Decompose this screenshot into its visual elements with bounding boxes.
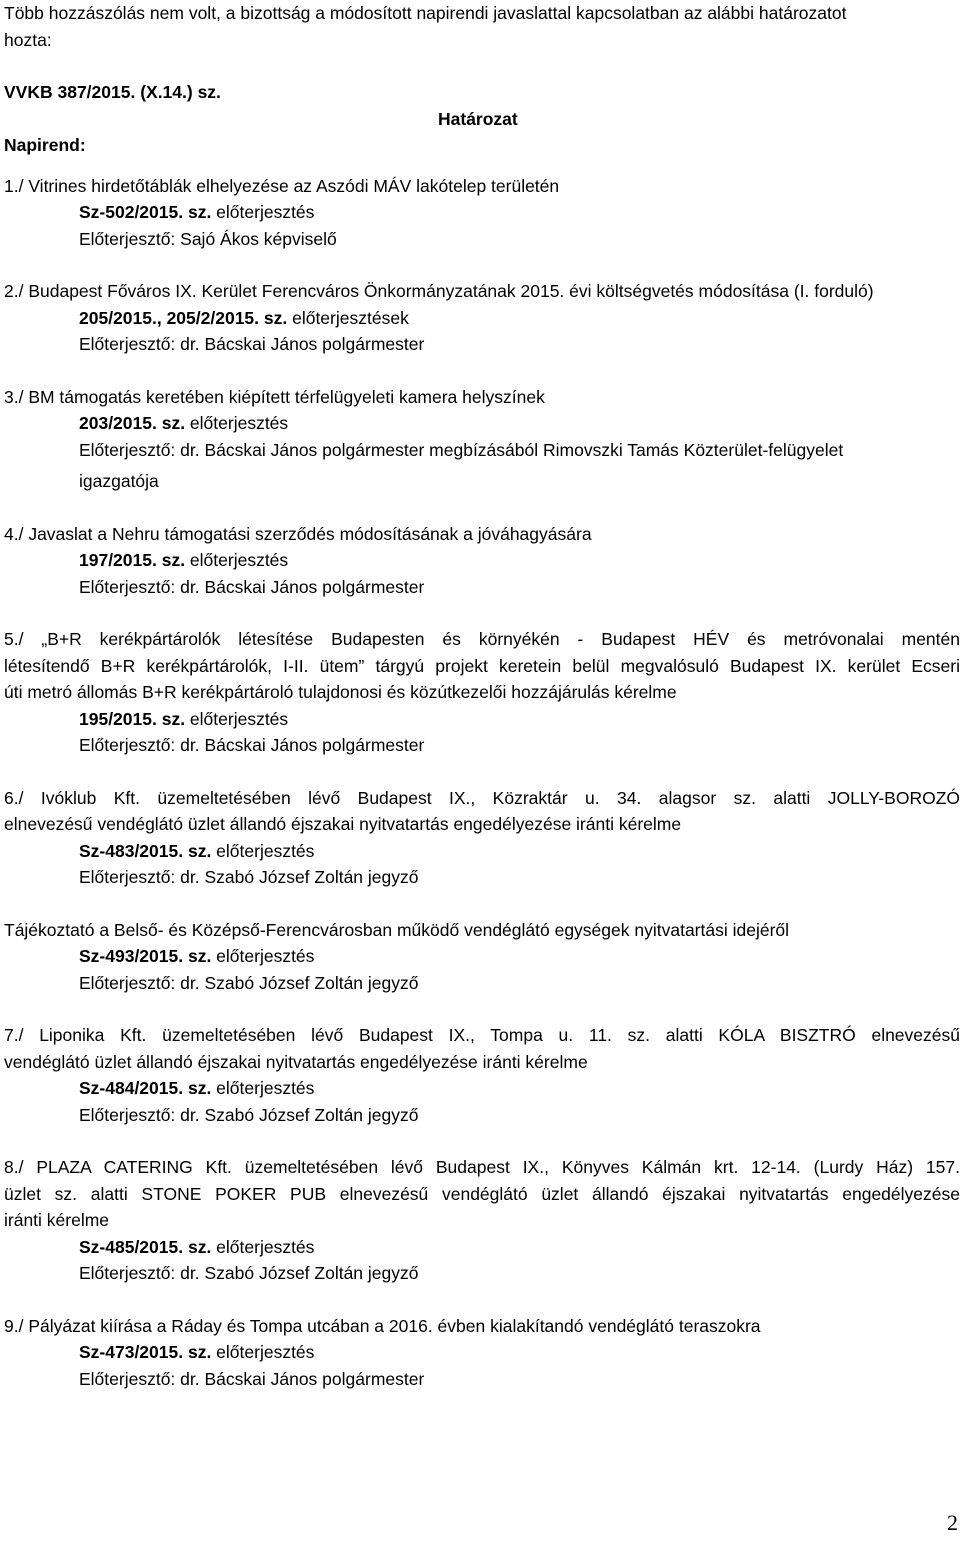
reference-type: előterjesztés	[211, 1236, 315, 1257]
agenda-item-title: 1./ Vitrines hirdetőtáblák elhelyezése az Aszódi MÁV lakótelep területén	[4, 175, 560, 196]
agenda-item-reference	[4, 943, 960, 970]
spacer	[4, 53, 960, 79]
agenda-items	[4, 173, 960, 1393]
reference-number: Sz-493/2015. sz.	[79, 946, 212, 966]
agenda-item	[4, 1022, 960, 1128]
agenda-item-presenter: Előterjesztő: dr. Bácskai János polgármester	[79, 1368, 425, 1389]
agenda-item-reference	[4, 1339, 960, 1366]
reference-type: előterjesztés	[211, 1342, 315, 1362]
agenda-item	[4, 1154, 960, 1287]
reference-number: Sz-483/2015. sz.	[79, 840, 212, 861]
spacer	[4, 159, 960, 173]
agenda-item-title: 8./ PLAZA CATERING Kft. üzemeltetésében lévő Budapest IX., Könyves Kálmán krt. 12-14. (Lurdy Ház) 157.	[4, 1157, 960, 1177]
agenda-item-reference	[4, 706, 960, 733]
agenda-item-reference	[4, 1075, 960, 1102]
reference-number: Sz-502/2015. sz.	[79, 202, 212, 222]
intro-line-2: hozta:	[4, 29, 52, 50]
agenda-item-reference	[4, 1234, 960, 1261]
agenda-item-presenter: igazgatója	[79, 471, 159, 491]
agenda-item-title: vendéglátó üzlet állandó éjszakai nyitvatartás engedélyezése iránti kérelme	[4, 1051, 588, 1072]
spacer	[4, 996, 960, 1022]
agenda-item	[4, 1313, 960, 1393]
agenda-item	[4, 917, 960, 997]
document-page	[4, 0, 960, 1543]
reference-type: előterjesztés	[185, 413, 289, 433]
reference-type: előterjesztés	[211, 202, 315, 222]
agenda-item	[4, 173, 960, 253]
agenda-item-title: 9./ Pályázat kiírása a Ráday és Tompa utcában a 2016. évben kialakítandó vendéglátó teraszokra	[4, 1315, 761, 1336]
agenda-item-title: úti metró állomás B+R kerékpártároló tulajdonosi és közútkezelői hozzájárulás kérelme	[4, 682, 677, 702]
agenda-item-title: 2./ Budapest Főváros IX. Kerület Ferencváros Önkormányzatának 2015. évi költségvetés módosítása (I. forduló)	[4, 281, 874, 301]
spacer	[4, 1287, 960, 1313]
reference-type: előterjesztések	[287, 307, 409, 328]
agenda-label: Napirend:	[4, 135, 86, 155]
agenda-item	[4, 384, 960, 495]
agenda-item-presenter: Előterjesztő: dr. Szabó József Zoltán jegyző	[79, 1104, 419, 1125]
agenda-item	[4, 626, 960, 759]
agenda-item	[4, 278, 960, 358]
reference-number: 195/2015. sz.	[79, 708, 186, 729]
resolution-title: Határozat	[438, 108, 518, 129]
agenda-item-title: elnevezésű vendéglátó üzlet állandó éjszakai nyitvatartás engedélyezése iránti kérelme	[4, 814, 682, 834]
agenda-item	[4, 785, 960, 891]
spacer	[4, 759, 960, 785]
agenda-item-presenter: Előterjesztő: dr. Szabó József Zoltán jegyző	[79, 867, 419, 887]
reference-type: előterjesztés	[211, 946, 315, 966]
agenda-item-presenter: Előterjesztő: dr. Bácskai János polgármester	[79, 576, 425, 597]
agenda-item-reference	[4, 547, 960, 574]
agenda-item-title: 3./ BM támogatás keretében kiépített térfelügyeleti kamera helyszínek	[4, 386, 545, 407]
intro-line-1: Több hozzászólás nem volt, a bizottság a módosított napirendi javaslattal kapcsolatban az alábbi határozatot	[4, 3, 847, 23]
agenda-item-reference	[4, 838, 960, 865]
agenda-item-title: 7./ Liponika Kft. üzemeltetésében lévő Budapest IX., Tompa u. 11. sz. alatti KÓLA BISZTRÓ elnevezésű	[4, 1025, 960, 1045]
reference-number: Sz-484/2015. sz.	[79, 1078, 212, 1098]
agenda-item-reference	[4, 410, 960, 437]
agenda-item-title: 4./ Javaslat a Nehru támogatási szerződés módosításának a jóváhagyására	[4, 523, 592, 544]
agenda-item-presenter: Előterjesztő: dr. Bácskai János polgármester	[79, 735, 425, 755]
spacer	[4, 600, 960, 626]
reference-number: 203/2015. sz.	[79, 413, 186, 433]
resolution-number: VVKB 387/2015. (X.14.) sz.	[4, 82, 221, 102]
spacer	[4, 1128, 960, 1154]
spacer	[4, 891, 960, 917]
agenda-item	[4, 521, 960, 601]
agenda-item-title: létesítendő B+R kerékpártárolók, I-II. ütem” tárgyú projekt keretein belül megvalósuló Budapest IX. kerület Ecseri	[4, 655, 960, 676]
spacer	[4, 252, 960, 278]
reference-number: 197/2015. sz.	[79, 550, 186, 570]
reference-type: előterjesztés	[185, 550, 289, 570]
agenda-item-reference	[4, 305, 960, 332]
page-number: 2	[947, 1510, 958, 1535]
agenda-item-presenter: Előterjesztő: dr. Bácskai János polgármester megbízásából Rimovszki Tamás Közterület-felügyelet	[79, 439, 844, 460]
agenda-item-presenter: Előterjesztő: Sajó Ákos képviselő	[79, 228, 337, 249]
reference-type: előterjesztés	[185, 708, 289, 729]
reference-number: Sz-473/2015. sz.	[79, 1342, 212, 1362]
reference-type: előterjesztés	[211, 840, 315, 861]
agenda-item-title: 6./ Ivóklub Kft. üzemeltetésében lévő Budapest IX., Közraktár u. 34. alagsor sz. alatti JOLLY-BOROZÓ	[4, 787, 960, 808]
agenda-item-presenter: Előterjesztő: dr. Szabó József Zoltán jegyző	[79, 972, 419, 993]
agenda-item-presenter: Előterjesztő: dr. Bácskai János polgármester	[79, 334, 425, 354]
agenda-item-title: Tájékoztató a Belső- és Középső-Ferencvárosban működő vendéglátó egységek nyitvatartási idejéről	[4, 919, 790, 940]
agenda-item-title: iránti kérelme	[4, 1210, 110, 1230]
reference-number: Sz-485/2015. sz.	[79, 1236, 212, 1257]
reference-number: 205/2015., 205/2/2015. sz.	[79, 307, 288, 328]
agenda-item-title: 5./ „B+R kerékpártárolók létesítése Budapesten és környékén - Budapest HÉV és metróvonalai mentén	[4, 629, 960, 649]
reference-type: előterjesztés	[211, 1078, 315, 1098]
agenda-item-presenter: Előterjesztő: dr. Szabó József Zoltán jegyző	[79, 1263, 419, 1283]
agenda-item-title: üzlet sz. alatti STONE POKER PUB elnevezésű vendéglátó üzlet állandó éjszakai nyitvatartás engedélyezése	[4, 1183, 960, 1204]
spacer	[4, 495, 960, 521]
agenda-item-reference	[4, 199, 960, 226]
spacer	[4, 358, 960, 384]
